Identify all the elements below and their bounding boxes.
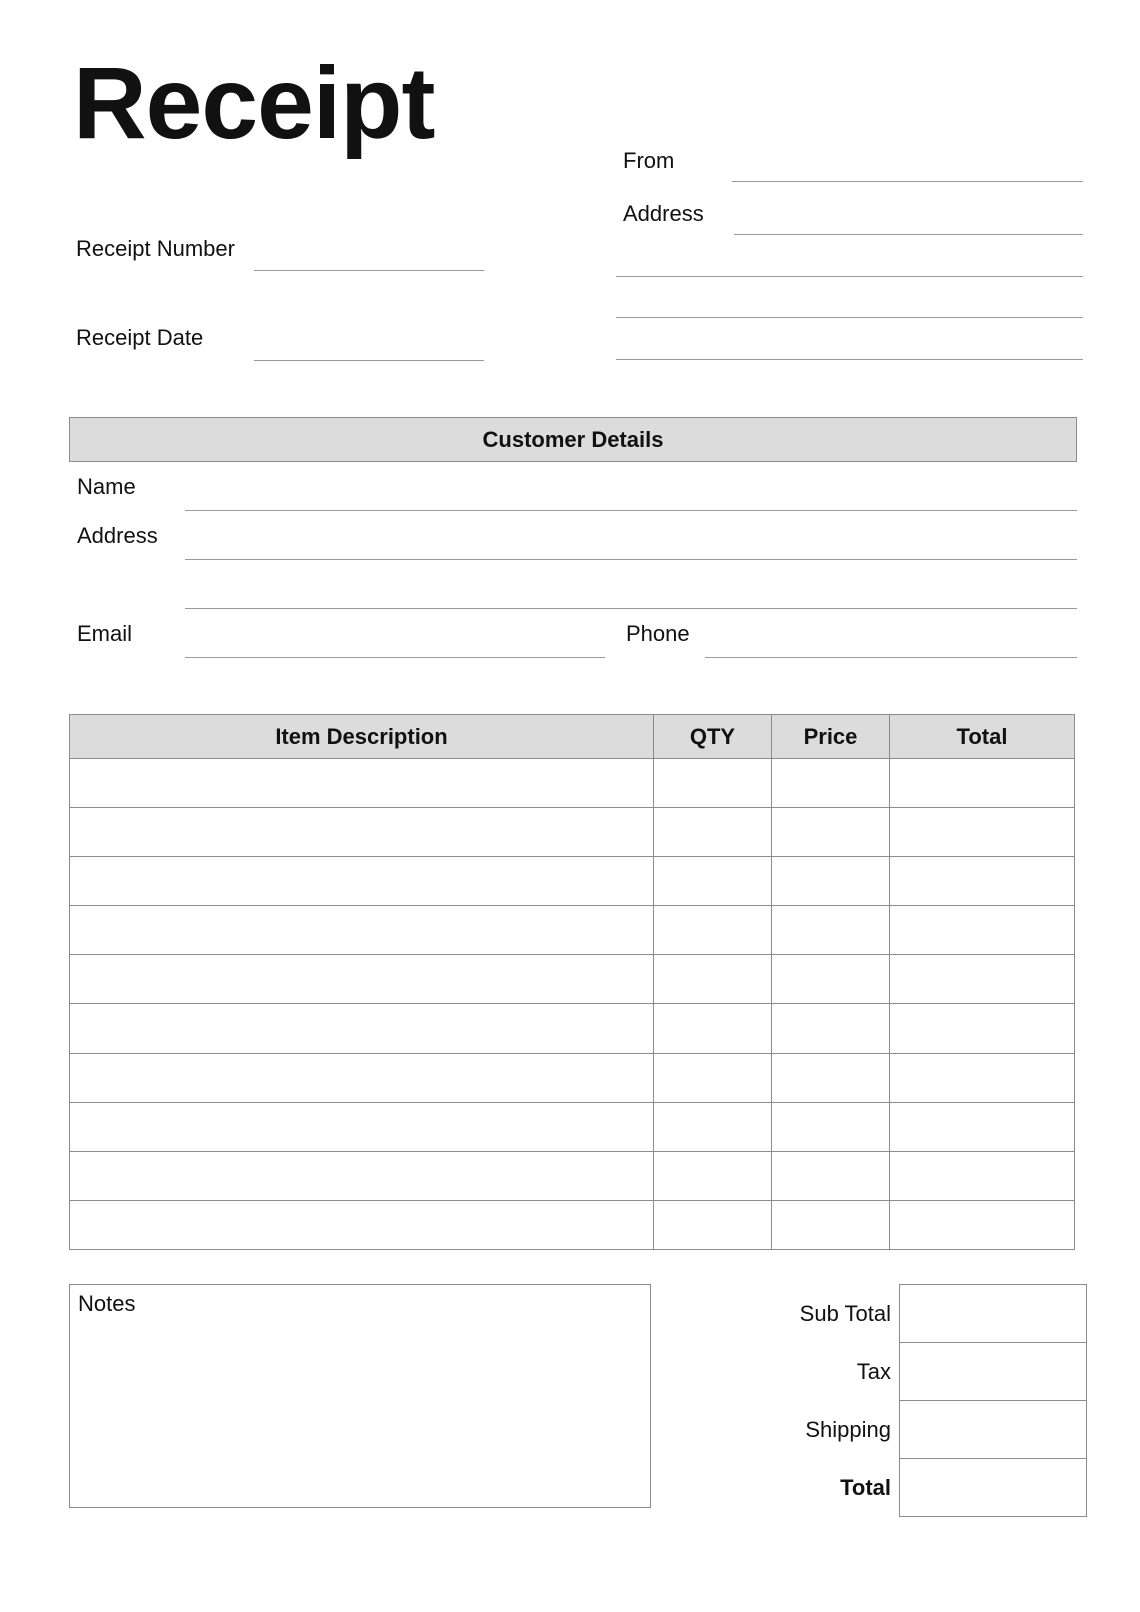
total-cell[interactable] <box>890 857 1075 906</box>
item-description-cell[interactable] <box>70 1053 654 1102</box>
item-description-cell[interactable] <box>70 857 654 906</box>
from-address-field-line-2[interactable] <box>616 276 1083 277</box>
receipt-date-label: Receipt Date <box>76 325 204 350</box>
total-cell[interactable] <box>890 808 1075 857</box>
item-description-cell[interactable] <box>70 759 654 808</box>
item-description-cell[interactable] <box>70 1102 654 1151</box>
customer-name-label: Name <box>77 474 136 499</box>
qty-cell[interactable] <box>654 759 772 808</box>
customer-details-heading: Customer Details <box>482 426 664 452</box>
total-cell[interactable] <box>890 906 1075 955</box>
subtotal-field[interactable] <box>900 1285 1087 1343</box>
receipt-number-field[interactable] <box>254 270 484 271</box>
from-address-label: Address <box>623 201 704 226</box>
total-cell[interactable] <box>890 1004 1075 1053</box>
total-label: Total <box>840 1474 891 1500</box>
total-cell[interactable] <box>890 1102 1075 1151</box>
price-cell[interactable] <box>772 857 890 906</box>
summary-table <box>760 1284 1087 1517</box>
table-row <box>70 1102 1075 1151</box>
total-field[interactable] <box>900 1459 1087 1517</box>
customer-email-label: Email <box>77 621 133 646</box>
column-header-item-description: Item Description <box>70 715 654 759</box>
qty-cell[interactable] <box>654 857 772 906</box>
item-description-cell[interactable] <box>70 1200 654 1249</box>
from-address-field-line-3[interactable] <box>616 317 1083 318</box>
notes-label: Notes <box>78 1291 136 1316</box>
subtotal-label: Sub Total <box>799 1300 891 1326</box>
receipt-number-label: Receipt Number <box>76 236 235 261</box>
from-label: From <box>623 148 675 173</box>
total-cell[interactable] <box>890 759 1075 808</box>
table-row <box>70 1053 1075 1102</box>
tax-label: Tax <box>856 1358 891 1384</box>
total-cell[interactable] <box>890 1151 1075 1200</box>
customer-name-field[interactable] <box>185 510 1077 511</box>
shipping-label: Shipping <box>805 1416 891 1442</box>
shipping-field[interactable] <box>900 1401 1087 1459</box>
qty-cell[interactable] <box>654 955 772 1004</box>
table-row <box>70 759 1075 808</box>
customer-phone-label: Phone <box>626 621 690 646</box>
total-cell[interactable] <box>890 1200 1075 1249</box>
customer-address-field-line-2[interactable] <box>185 608 1077 609</box>
price-cell[interactable] <box>772 1102 890 1151</box>
page-title: Receipt <box>73 46 435 160</box>
qty-cell[interactable] <box>654 1004 772 1053</box>
item-description-cell[interactable] <box>70 1004 654 1053</box>
qty-cell[interactable] <box>654 906 772 955</box>
from-field[interactable] <box>732 181 1083 182</box>
table-row <box>70 1200 1075 1249</box>
item-description-cell[interactable] <box>70 955 654 1004</box>
items-header-row <box>70 715 1075 759</box>
table-row <box>70 955 1075 1004</box>
table-row <box>70 808 1075 857</box>
item-description-cell[interactable] <box>70 906 654 955</box>
column-header-qty: QTY <box>654 715 772 759</box>
column-header-price: Price <box>772 715 890 759</box>
table-row <box>70 906 1075 955</box>
price-cell[interactable] <box>772 1200 890 1249</box>
qty-cell[interactable] <box>654 1053 772 1102</box>
column-header-total: Total <box>890 715 1075 759</box>
customer-address-field[interactable] <box>185 559 1077 560</box>
from-address-field[interactable] <box>734 234 1083 235</box>
customer-details-header <box>69 417 1077 462</box>
item-description-cell[interactable] <box>70 1151 654 1200</box>
items-table <box>69 714 1075 1250</box>
customer-address-label: Address <box>77 523 158 548</box>
price-cell[interactable] <box>772 1053 890 1102</box>
price-cell[interactable] <box>772 1004 890 1053</box>
price-cell[interactable] <box>772 808 890 857</box>
price-cell[interactable] <box>772 1151 890 1200</box>
total-cell[interactable] <box>890 1053 1075 1102</box>
price-cell[interactable] <box>772 906 890 955</box>
notes-box[interactable] <box>69 1284 651 1508</box>
from-address-field-line-4[interactable] <box>616 359 1083 360</box>
item-description-cell[interactable] <box>70 808 654 857</box>
table-row <box>70 857 1075 906</box>
customer-email-field[interactable] <box>185 657 605 658</box>
receipt-date-field[interactable] <box>254 360 484 361</box>
total-cell[interactable] <box>890 955 1075 1004</box>
customer-phone-field[interactable] <box>705 657 1077 658</box>
qty-cell[interactable] <box>654 1151 772 1200</box>
table-row <box>70 1151 1075 1200</box>
price-cell[interactable] <box>772 955 890 1004</box>
price-cell[interactable] <box>772 759 890 808</box>
qty-cell[interactable] <box>654 1102 772 1151</box>
tax-field[interactable] <box>900 1343 1087 1401</box>
qty-cell[interactable] <box>654 808 772 857</box>
table-row <box>70 1004 1075 1053</box>
qty-cell[interactable] <box>654 1200 772 1249</box>
